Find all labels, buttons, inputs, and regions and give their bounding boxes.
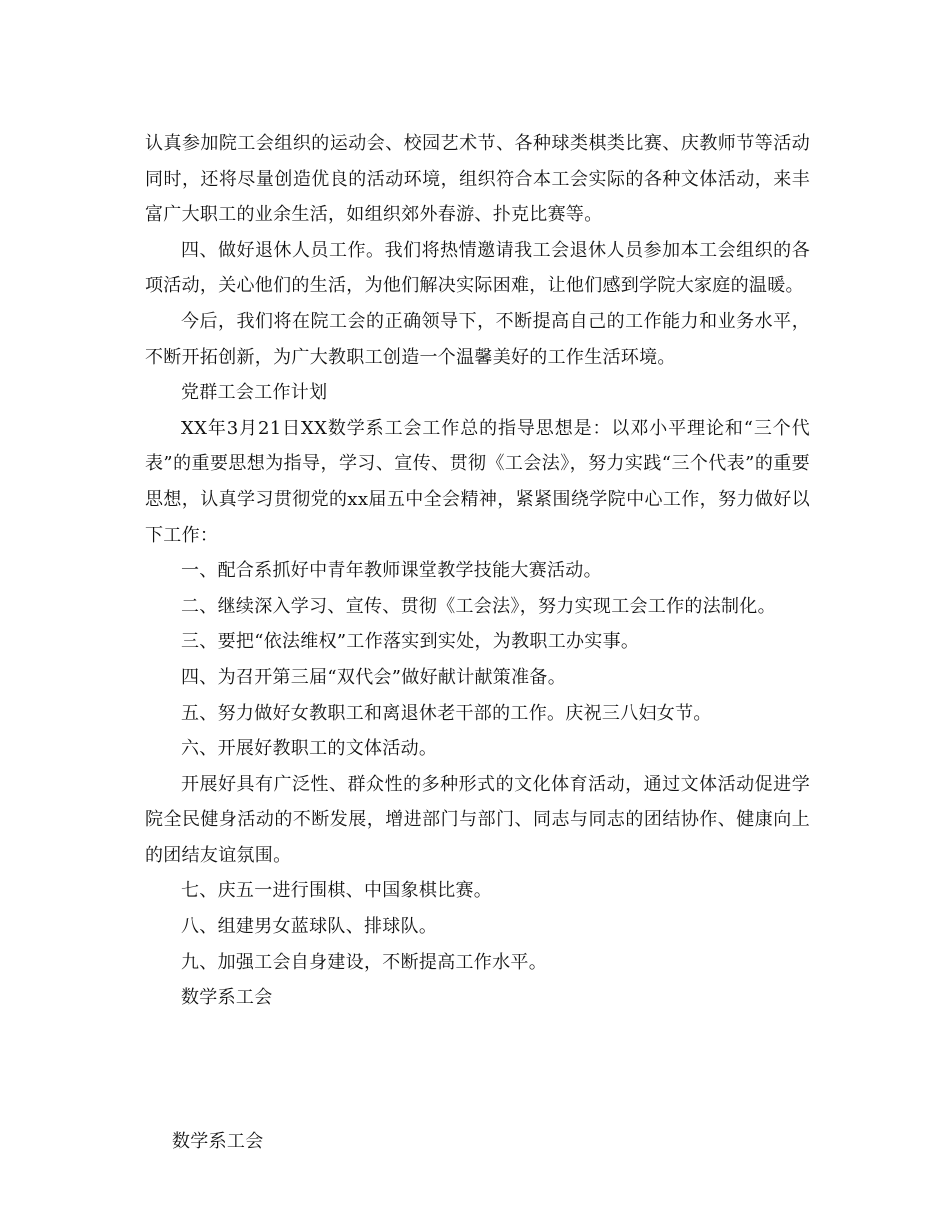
list-item: 四、为召开第三届“双代会”做好献计献策准备。: [181, 666, 567, 688]
list-item: 七、庆五一进行围棋、中国象棋比赛。: [181, 880, 493, 902]
paragraph: 今后，我们将在院工会的正确领导下，不断提高自己的工作能力和业务水平，不断开拓创新，为广大教职工创造一个温馨美好的工作生活环境。: [145, 310, 810, 368]
list-item: 二、继续深入学习、宣传、贯彻《工会法》，努力实现工会工作的法制化。: [181, 595, 776, 617]
section-heading: 党群工会工作计划: [181, 382, 328, 404]
signature-line: 数学系工会: [181, 987, 273, 1009]
list-item: 三、要把“依法维权”工作落实到实处，为教职工办实事。: [181, 631, 640, 653]
paragraph: 认真参加院工会组织的运动会、校园艺术节、各种球类棋类比赛、庆教师节等活动同时，还将尽量创造优良的活动环境，组织符合本工会实际的各种文体活动，来丰富广大职工的业余生活，如组织郊外春游、扑克比赛等。: [145, 133, 810, 226]
list-item: 八、组建男女蓝球队、排球队。: [181, 916, 438, 938]
paragraph: 四、做好退休人员工作。我们将热情邀请我工会退休人员参加本工会组织的各项活动，关心他们的生活，为他们解决实际困难，让他们感到学院大家庭的温暖。: [145, 239, 810, 297]
list-item: 五、努力做好女教职工和离退休老干部的工作。庆祝三八妇女节。: [181, 702, 712, 724]
page-footer-signature: 数学系工会: [172, 1131, 264, 1152]
document-body: [145, 126, 810, 1016]
list-item: 六、开展好教职工的文体活动。: [181, 738, 438, 760]
paragraph: XX年3月21日XX数学系工会工作总的指导思想是：以邓小平理论和“三个代表”的重要思想为指导，学习、宣传、贯彻《工会法》，努力实践“三个代表”的重要思想，认真学习贯彻党的xx届五中全会精神，紧紧围绕学院中心工作，努力做好以下工作：: [145, 417, 810, 546]
list-item: 一、配合系抓好中青年教师课堂教学技能大赛活动。: [181, 560, 602, 582]
paragraph: 开展好具有广泛性、群众性的多种形式的文化体育活动，通过文体活动促进学院全民健身活动的不断发展，增进部门与部门、同志与同志的团结协作、健康向上的团结友谊氛围。: [145, 773, 810, 866]
list-item: 九、加强工会自身建设，不断提高工作水平。: [181, 951, 547, 973]
